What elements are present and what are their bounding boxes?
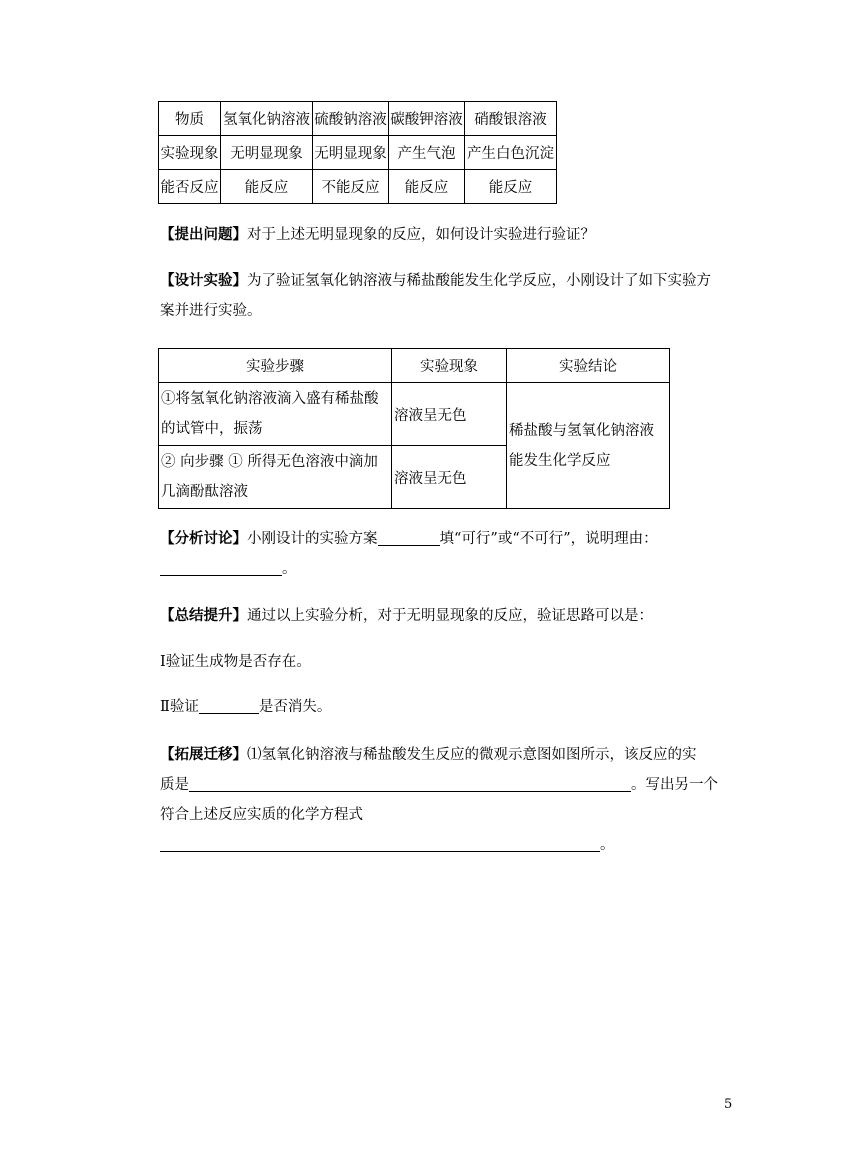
table-row bbox=[159, 383, 670, 446]
table-cell: 产生白色沉淀 bbox=[465, 136, 557, 170]
paragraph-text: 通过以上实验分析，对于无明显现象的反应，验证思路可以是： bbox=[247, 608, 653, 624]
table-row bbox=[159, 170, 557, 204]
section-tag: 【拓展迁移】 bbox=[160, 746, 247, 763]
table-cell: 无明显现象 bbox=[221, 136, 313, 170]
paragraph-text: 为了验证氢氧化钠溶液与稀盐酸能发生化学反应，小刚设计了如下实验方 bbox=[247, 273, 711, 289]
paragraph-text: 符合上述反应实质的化学方程式 bbox=[160, 807, 363, 823]
paragraph-text: 是否消失。 bbox=[258, 699, 332, 715]
extension-paragraph bbox=[160, 740, 718, 860]
conclusion-text: 能发生化学反应 bbox=[509, 452, 611, 469]
table-cell: 不能反应 bbox=[313, 170, 389, 204]
table-cell: 能反应 bbox=[389, 170, 465, 204]
table-header: 实验步骤 bbox=[159, 349, 392, 383]
table-cell: 无明显现象 bbox=[313, 136, 389, 170]
phenomenon-cell: 溶液呈无色 bbox=[392, 383, 507, 446]
question-paragraph bbox=[160, 220, 595, 250]
summary-paragraph bbox=[160, 601, 653, 631]
table-row bbox=[159, 136, 557, 170]
table-cell: 碳酸钾溶液 bbox=[389, 102, 465, 136]
table-cell: 氢氧化钠溶液 bbox=[221, 102, 313, 136]
point-one: Ⅰ验证生成物是否存在。 bbox=[160, 654, 311, 670]
paragraph-text: Ⅱ验证 bbox=[160, 699, 199, 715]
table-header: 实验现象 bbox=[392, 349, 507, 383]
table-header: 实验结论 bbox=[507, 349, 670, 383]
paragraph-text: 。写出另一个 bbox=[631, 777, 718, 793]
page-number: 5 bbox=[724, 1097, 733, 1112]
table-cell: 能否反应 bbox=[159, 170, 221, 204]
section-tag: 【设计实验】 bbox=[160, 272, 247, 289]
section-tag: 【分析讨论】 bbox=[160, 530, 247, 547]
answer-blank[interactable] bbox=[189, 775, 631, 792]
reaction-table bbox=[158, 101, 557, 204]
answer-blank[interactable] bbox=[378, 529, 440, 546]
design-paragraph bbox=[160, 266, 711, 326]
paragraph-text: 。 bbox=[282, 561, 297, 577]
table-cell: 产生气泡 bbox=[389, 136, 465, 170]
section-tag: 【提出问题】 bbox=[160, 226, 247, 243]
step-text: ② 向步骤 ① 所得无色溶液中滴加 bbox=[161, 454, 378, 470]
step-text: 的试管中，振荡 bbox=[161, 421, 263, 437]
answer-blank[interactable] bbox=[160, 559, 282, 576]
table-row bbox=[159, 349, 670, 383]
analysis-paragraph bbox=[160, 524, 658, 584]
phenomenon-cell: 溶液呈无色 bbox=[392, 446, 507, 509]
conclusion-text: 稀盐酸与氢氧化钠溶液 bbox=[509, 422, 654, 439]
point-two bbox=[160, 692, 331, 722]
paragraph-text: 。 bbox=[600, 837, 615, 853]
step-text: 几滴酚酞溶液 bbox=[161, 484, 248, 500]
paragraph-text: ⑴氢氧化钠溶液与稀盐酸发生反应的微观示意图如图所示，该反应的实 bbox=[247, 747, 697, 763]
step-cell bbox=[159, 446, 392, 509]
table-cell: 硝酸银溶液 bbox=[465, 102, 557, 136]
table-row bbox=[159, 102, 557, 136]
answer-blank[interactable] bbox=[160, 835, 600, 852]
paragraph-text: 质是 bbox=[160, 777, 189, 793]
table-cell: 能反应 bbox=[465, 170, 557, 204]
table-cell: 物质 bbox=[159, 102, 221, 136]
table-cell: 硫酸钠溶液 bbox=[313, 102, 389, 136]
paragraph-text: 填“可行”或“不可行”，说明理由： bbox=[439, 531, 658, 547]
answer-blank[interactable] bbox=[199, 697, 259, 714]
step-text: ①将氢氧化钠溶液滴入盛有稀盐酸 bbox=[161, 391, 379, 407]
section-tag: 【总结提升】 bbox=[160, 607, 247, 624]
paragraph-text: 对于上述无明显现象的反应，如何设计实验进行验证？ bbox=[247, 227, 595, 243]
step-cell bbox=[159, 383, 392, 446]
table-cell: 实验现象 bbox=[159, 136, 221, 170]
paragraph-text: 小刚设计的实验方案 bbox=[247, 531, 378, 547]
experiment-table bbox=[158, 348, 670, 509]
table-cell: 能反应 bbox=[221, 170, 313, 204]
paragraph-text: 案并进行实验。 bbox=[160, 303, 262, 319]
conclusion-cell bbox=[507, 383, 670, 509]
